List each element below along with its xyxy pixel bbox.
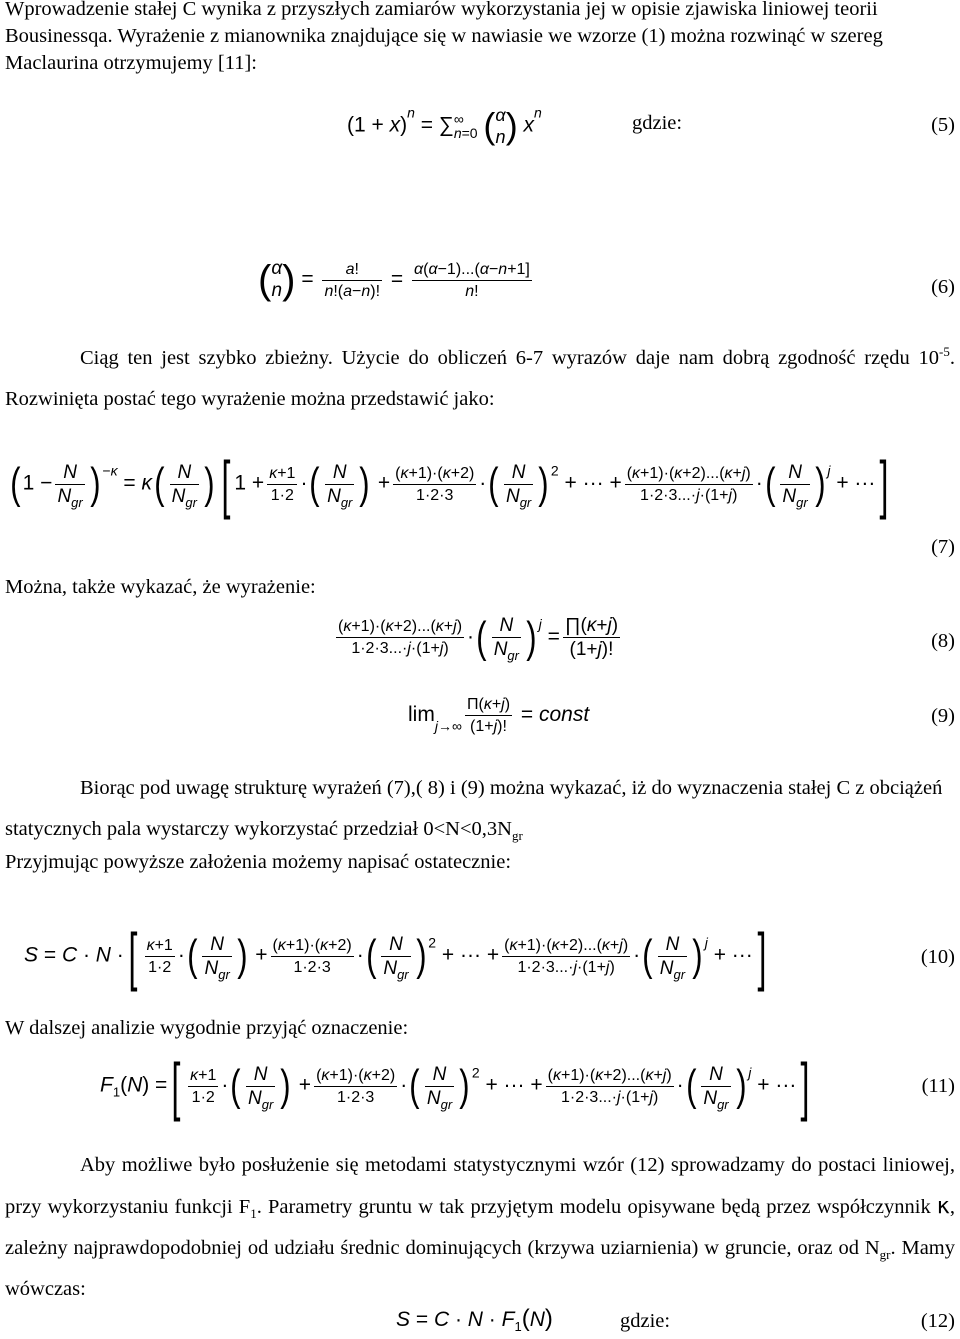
convergence-paragraph	[5, 338, 955, 420]
structure-paragraph	[5, 768, 955, 850]
equation-number-8: (8)	[931, 630, 955, 652]
convergence-text-a: Ciąg ten jest szybko zbieżny. Użycie do obliczeń 6-7 wyrazów daje nam dobrą zgodność rzędu 10	[80, 347, 940, 369]
structure-text: Biorąc pod uwagę strukturę wyrażeń (7),( 8) i (9) można wykazać, iż do wyznaczenia stałej C z obciążeń statycznych pala wystarczy wykorzystać przedział 0<N<0,3N	[5, 777, 943, 840]
subscript-one: 1	[250, 1206, 257, 1222]
formula-maclaurin-series: $(1 + x)^n$ = ∑ ∞ n=0 ( α n ) $x^n$	[347, 104, 542, 147]
formula-f1-definition: $F_1(N)$ =[ $\frac{\kappa+1}{1\cdot 2}$ ·( $\frac{N}{N_{gr}}$ ) + $\frac{(\kappa+1)\cdot(\kappa+2)}{1\cdot 2\cdot 3}$ ·( $\frac{N}{N_{gr}}$ ) $^2$ + ··· + $\frac{(\kappa+1)\cdot(\kappa+2)...(\kappa+j)}{1\cdot 2\cdot 3...\cdot j\cdot(1+j)}$ ·( $\frac{N}{N_{gr}}$ ) $^j$ + ···]	[100, 1050, 810, 1122]
subscript-gr-1: gr	[511, 828, 523, 844]
linearization-text-c: , zależny najprawdopodobniej od udziału średnic dominujących (krzywa uziarnienia) w gruncie, oraz od N	[5, 1196, 955, 1259]
linearization-text-b: . Parametry gruntu w tak przyjętym modelu opisywane będą przez współczynnik	[256, 1196, 937, 1218]
formula-expansion: ( 1 − $\frac{N}{N_{gr}}$ ) $^{-\kappa}$ = κ( $\frac{N}{N_{gr}}$ ) [ 1 + $\frac{\kappa+1}{1\cdot 2}$ ·( $\frac{N}{N_{gr}}$ ) + $\frac{(\kappa+1)\cdot(\kappa+2)}{1\cdot 2\cdot 3}$ ·( $\frac{N}{N_{gr}}$ ) $^2$ + ··· + $\frac{(\kappa+1)\cdot(\kappa+2)...(\kappa+j)}{1\cdot 2\cdot 3...\cdot j\cdot(1+j)}$ ·( $\frac{N}{N_{gr}}$ ) $^j$ + ···]	[10, 448, 889, 520]
formula-settlement-final: $S = C \cdot N \cdot F_1(N)$	[396, 1305, 553, 1335]
formula-binomial-coefficient: ( α n ) = $\frac{a!}{n!(a-n)!}$ = $\frac{\alpha(\alpha-1)...(\alpha-n+1]}{n!}$	[258, 258, 530, 302]
also-show-text: Można, także wykazać, że wyrażenie:	[5, 576, 316, 598]
assumptions-text: Przyjmując powyższe założenia możemy napisać ostatecznie:	[5, 851, 512, 873]
equation-number-11: (11)	[921, 1075, 955, 1097]
formula-settlement-series: S = C · N ·[ $\frac{\kappa+1}{1\cdot 2}$ ·( $\frac{N}{N_{gr}}$ ) + $\frac{(\kappa+1)\cdot(\kappa+2)}{1\cdot 2\cdot 3}$ ·( $\frac{N}{N_{gr}}$ ) $^2$ + ··· + $\frac{(\kappa+1)\cdot(\kappa+2)...(\kappa+j)}{1\cdot 2\cdot 3...\cdot j\cdot(1+j)}$ ·( $\frac{N}{N_{gr}}$ ) $^j$ + ···]	[24, 920, 767, 992]
gdzie-label-12: gdzie:	[620, 1310, 671, 1332]
equation-number-9: (9)	[931, 705, 955, 727]
equation-number-5: (5)	[931, 114, 955, 136]
exponent-minus-five: -5	[939, 344, 950, 360]
equation-number-10: (10)	[920, 946, 955, 968]
formula-product-identity: $\frac{(\kappa+1)\cdot(\kappa+2)...(\kappa+j)}{1\cdot 2\cdot 3...\cdot j\cdot(1+j)}$ ·( $\frac{N}{N_{gr}}$ ) $^j$ = $\frac{\prod(\kappa+j)}{(1+j)!}$	[338, 612, 619, 663]
formula-limit: $\lim_{j\to\infty}$ $\frac{\Pi(\kappa+j)}{(1+j)!}$ = const	[408, 696, 590, 735]
linearization-text-d: . Mamy wówczas:	[5, 1237, 955, 1300]
linearization-text-a: Aby możliwe było posłużenie się metodami statystycznymi wzór (12) sprowadzamy do postaci liniowej, przy wykorzystaniu funkcji F	[5, 1154, 955, 1218]
intro-paragraph: Wprowadzenie stałej C wynika z przyszłych zamiarów wykorzystania jej w opisie zjawiska liniowej teorii Bousinessqa. Wyrażenie z mianownika znajdujące się w nawiasie we wzorze (1) można rozwinąć w szereg Maclaurina otrzymujemy [11]:	[5, 0, 883, 74]
convergence-text-b: . Rozwinięta postać tego wyrażenie można przedstawić jako:	[5, 347, 955, 410]
notation-text: W dalszej analizie wygodnie przyjąć oznaczenie:	[5, 1017, 409, 1039]
equation-number-7: (7)	[931, 536, 955, 558]
kappa-symbol: κ	[936, 1194, 950, 1219]
equation-number-6: (6)	[931, 276, 955, 298]
gdzie-label-5: gdzie:	[632, 112, 683, 134]
subscript-gr-2: gr	[879, 1247, 891, 1263]
linearization-paragraph	[5, 1145, 955, 1310]
equation-number-12: (12)	[920, 1310, 955, 1332]
